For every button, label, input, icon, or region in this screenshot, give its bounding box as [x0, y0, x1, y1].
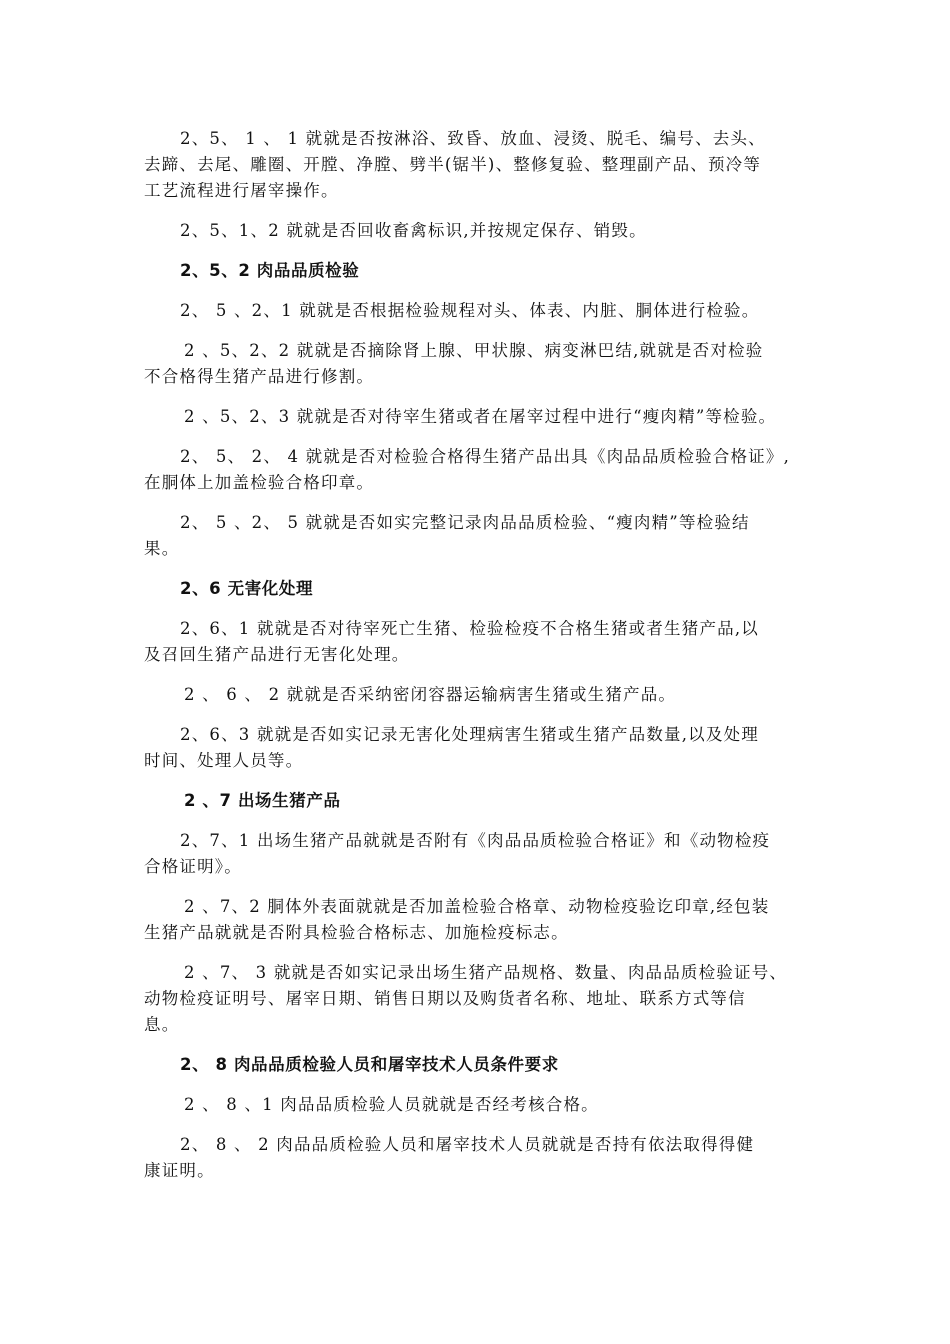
paragraph-line: 2、 5 、2、 5 就就是否如实完整记录肉品品质检验、“瘦肉精”等检验结 — [180, 513, 750, 532]
section-heading: 2、 8 肉品品质检验人员和屠宰技术人员条件要求 — [180, 1055, 559, 1074]
paragraph-line: 2 、5、2、2 就就是否摘除肾上腺、甲状腺、病变淋巴结,就就是否对检验 — [184, 341, 764, 360]
paragraph-line: 生猪产品就就是否附具检验合格标志、加施检疫标志。 — [144, 923, 569, 942]
paragraph-line: 及召回生猪产品进行无害化处理。 — [144, 645, 410, 664]
paragraph-line: 2、7、1 出场生猪产品就就是否附有《肉品品质检验合格证》和《动物检疫 — [180, 831, 771, 850]
paragraph-line: 时间、处理人员等。 — [144, 751, 304, 770]
paragraph-line: 果。 — [144, 539, 180, 558]
section-heading: 2、5、2 肉品品质检验 — [180, 261, 360, 280]
paragraph-line: 动物检疫证明号、屠宰日期、销售日期以及购货者名称、地址、联系方式等信 — [144, 989, 746, 1008]
paragraph-line: 不合格得生猪产品进行修割。 — [144, 367, 375, 386]
paragraph-line: 2 、7、2 胴体外表面就就是否加盖检验合格章、动物检疫验讫印章,经包装 — [184, 897, 770, 916]
paragraph-line: 康证明。 — [144, 1161, 215, 1180]
paragraph-line: 2、5、1、2 就就是否回收畜禽标识,并按规定保存、销毁。 — [180, 221, 647, 240]
paragraph-line: 去蹄、去尾、雕圈、开膛、净膛、劈半(锯半)、整修复验、整理副产品、预冷等 — [144, 155, 762, 174]
paragraph-line: 2、 5 、2、1 就就是否根据检验规程对头、体表、内脏、胴体进行检验。 — [180, 301, 760, 320]
section-heading: 2 、7 出场生猪产品 — [184, 791, 341, 810]
section-heading: 2、6 无害化处理 — [180, 579, 314, 598]
paragraph-line: 2、 5、 2、 4 就就是否对检验合格得生猪产品出具《肉品品质检验合格证》, — [180, 447, 791, 466]
paragraph-line: 工艺流程进行屠宰操作。 — [144, 181, 339, 200]
paragraph-line: 2、 8 、 2 肉品品质检验人员和屠宰技术人员就就是否持有依法取得得健 — [180, 1135, 755, 1154]
paragraph-line: 2 、 8 、1 肉品品质检验人员就就是否经考核合格。 — [184, 1095, 599, 1114]
paragraph-line: 2 、 6 、 2 就就是否采纳密闭容器运输病害生猪或生猪产品。 — [184, 685, 677, 704]
paragraph-line: 在胴体上加盖检验合格印章。 — [144, 473, 375, 492]
paragraph-line: 2 、5、2、3 就就是否对待宰生猪或者在屠宰过程中进行“瘦肉精”等检验。 — [184, 407, 777, 426]
paragraph-line: 2、5、 1 、 1 就就是否按淋浴、致昏、放血、浸烫、脱毛、编号、去头、 — [180, 129, 766, 148]
paragraph-line: 合格证明》。 — [144, 857, 242, 876]
paragraph-line: 息。 — [144, 1015, 180, 1034]
paragraph-line: 2 、7、 3 就就是否如实记录出场生猪产品规格、数量、肉品品质检验证号、 — [184, 963, 788, 982]
paragraph-line: 2、6、1 就就是否对待宰死亡生猪、检验检疫不合格生猪或者生猪产品,以 — [180, 619, 759, 638]
paragraph-line: 2、6、3 就就是否如实记录无害化处理病害生猪或生猪产品数量,以及处理 — [180, 725, 759, 744]
